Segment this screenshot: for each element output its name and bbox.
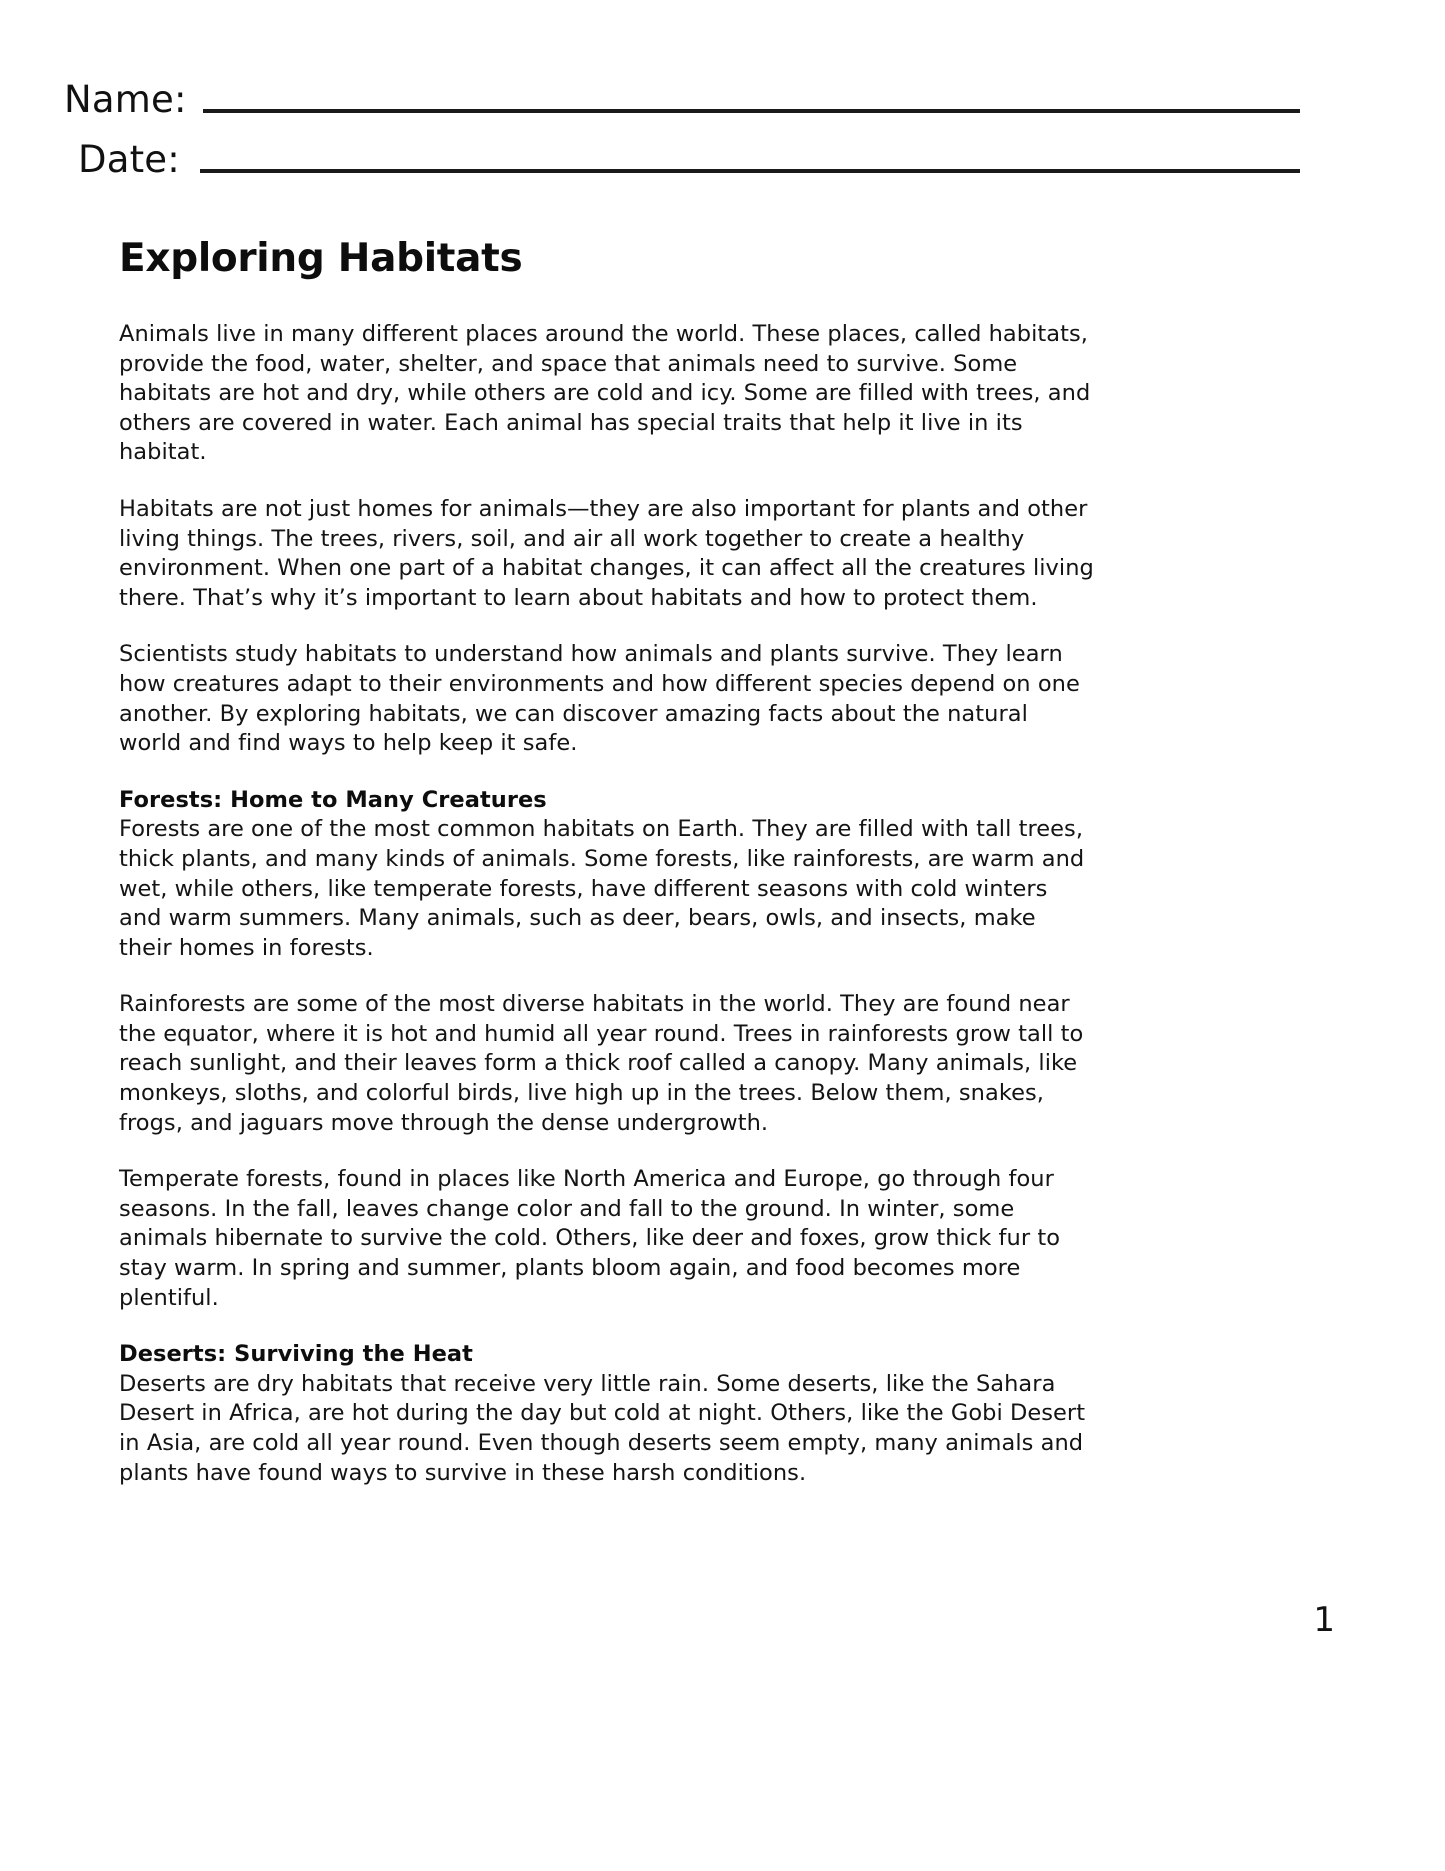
section-text-deserts: Deserts are dry habitats that receive very little rain. Some deserts, like the Sahara Desert in Africa, are hot during the day but cold at night. Others, like the Gobi Desert in Asia, are cold all year round. Even though deserts seem empty, many animals and plants have found ways to survive in these harsh conditions. xyxy=(119,1370,1086,1486)
temperate-forests-paragraph: Temperate forests, found in places like North America and Europe, go through four seasons. In the fall, leaves change color and fall to the ground. In winter, some animals hibernate to survive the cold. Others, like deer and foxes, grow thick fur to stay warm. In spring and summer, plants bloom again, and food becomes more plentiful. xyxy=(119,1166,1061,1311)
section-deserts xyxy=(119,1340,1094,1488)
date-label: Date: xyxy=(78,138,180,181)
document-body xyxy=(119,236,1094,1515)
section-forests xyxy=(119,786,1094,964)
date-field-row xyxy=(0,138,1445,182)
intro-paragraph-1: Animals live in many different places around the world. These places, called habitats, provide the food, water, shelter, and space that animals need to survive. Some habitats are hot and dry, while others are cold and icy. Some are filled with trees, and others are covered in water. Each animal has special traits that help it live in its habitat. xyxy=(119,321,1091,466)
name-field-row xyxy=(0,78,1445,122)
section-heading-forests: Forests: Home to Many Creatures xyxy=(119,786,547,813)
date-write-in-line[interactable] xyxy=(200,169,1300,173)
page-title: Exploring Habitats xyxy=(119,236,523,281)
name-label: Name: xyxy=(64,78,187,121)
section-text-forests: Forests are one of the most common habitats on Earth. They are filled with tall trees, thick plants, and many kinds of animals. Some forests, like rainforests, are warm and wet, while others, like temperate forests, have different seasons with cold winters and warm summers. Many animals, such as deer, bears, owls, and insects, make their homes in forests. xyxy=(119,816,1085,961)
section-heading-deserts: Deserts: Surviving the Heat xyxy=(119,1341,473,1368)
name-write-in-line[interactable] xyxy=(203,109,1300,113)
rainforests-paragraph: Rainforests are some of the most diverse habitats in the world. They are found near the equator, where it is hot and humid all year round. Trees in rainforests grow tall to reach sunlight, and their leaves form a thick roof called a canopy. Many animals, like monkeys, sloths, and colorful birds, live high up in the trees. Below them, snakes, frogs, and jaguars move through the dense undergrowth. xyxy=(119,991,1084,1136)
intro-paragraph-3: Scientists study habitats to understand how animals and plants survive. They learn how creatures adapt to their environments and how different species depend on one another. By exploring habitats, we can discover amazing facts about the natural world and find ways to help keep it safe. xyxy=(119,641,1080,757)
student-info-header xyxy=(0,78,1445,182)
page-number: 1 xyxy=(1313,1600,1335,1640)
intro-paragraph-2: Habitats are not just homes for animals—they are also important for plants and other living things. The trees, rivers, soil, and air all work together to create a healthy environment. When one part of a habitat changes, it can affect all the creatures living there. That’s why it’s important to learn about habitats and how to protect them. xyxy=(119,495,1094,611)
